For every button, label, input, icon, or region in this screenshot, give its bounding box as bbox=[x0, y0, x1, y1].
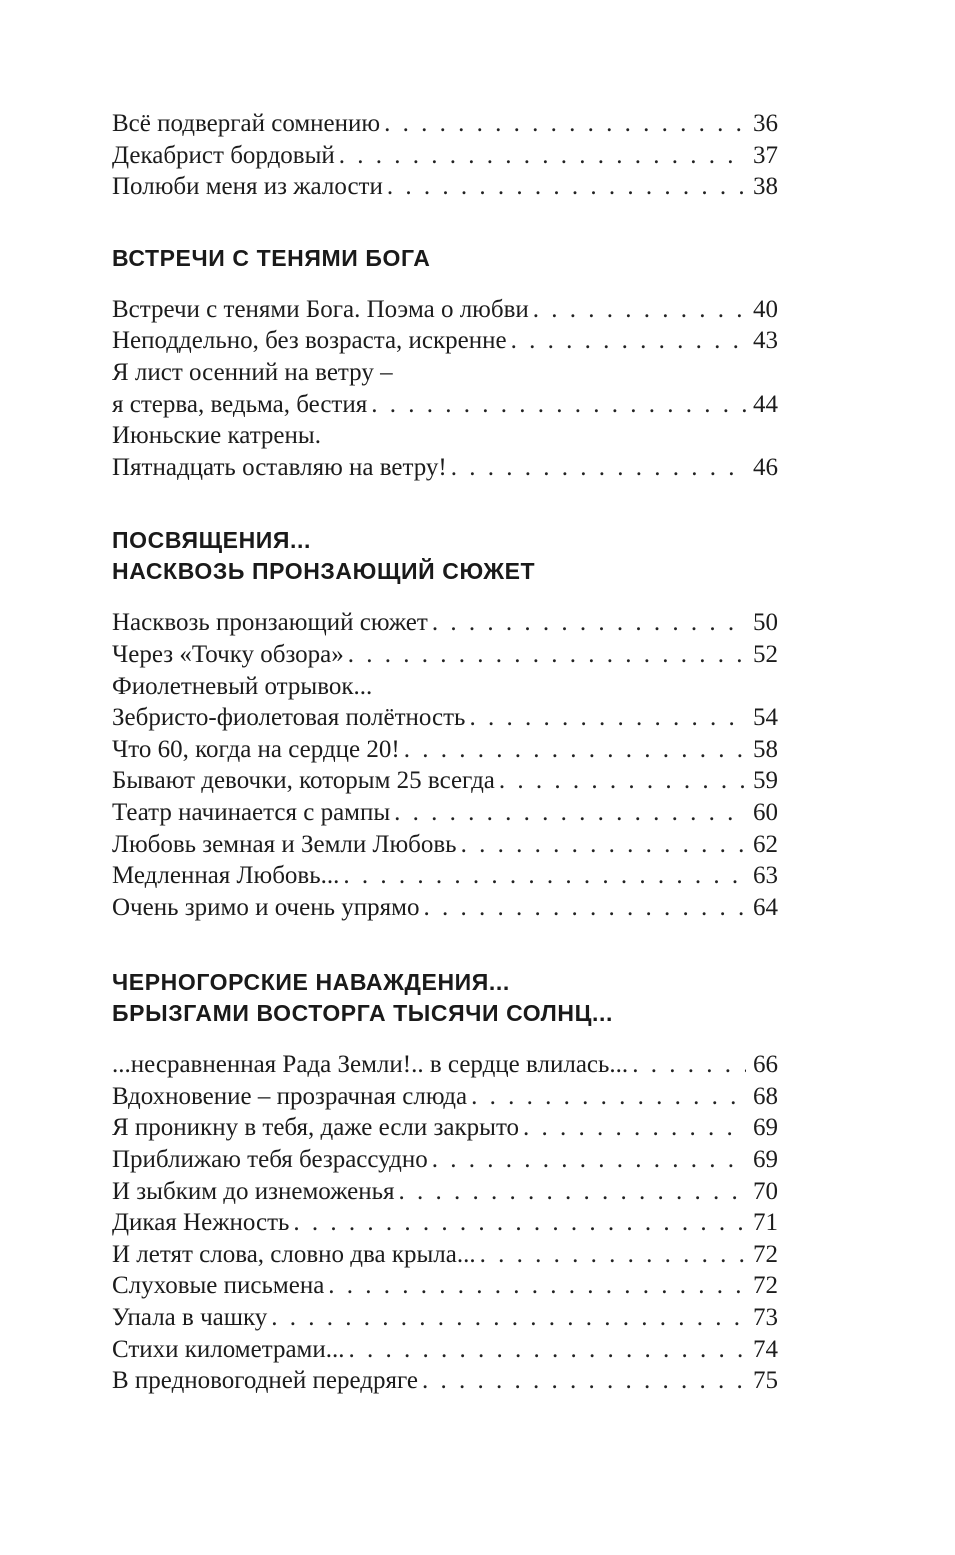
dot-leader bbox=[399, 1176, 746, 1208]
toc-entry-title: Очень зримо и очень упрямо bbox=[112, 893, 420, 921]
toc-entry-title: Приближаю тебя безрассудно bbox=[112, 1146, 428, 1174]
toc-entry[interactable] bbox=[112, 171, 778, 203]
toc-entry-row bbox=[112, 1239, 778, 1271]
toc-entry-title: В предновогодней передряге bbox=[112, 1367, 419, 1395]
toc-entry-title: Что 60, когда на сердце 20! bbox=[112, 735, 400, 763]
toc-entry-title: Насквозь пронзающий сюжет bbox=[112, 609, 428, 637]
toc-entry-page-number: 43 bbox=[753, 327, 778, 355]
toc-entry-row bbox=[112, 171, 778, 203]
dot-leader bbox=[349, 1334, 747, 1366]
toc-entry-row bbox=[112, 1270, 778, 1302]
toc-entry[interactable] bbox=[112, 860, 778, 892]
toc-entry-page-number: 73 bbox=[753, 1304, 778, 1332]
dot-leader bbox=[348, 639, 746, 671]
toc-entry-page-number: 36 bbox=[753, 110, 778, 137]
toc-entry-page-number: 70 bbox=[753, 1177, 778, 1205]
toc-entry[interactable] bbox=[112, 1302, 778, 1334]
toc-entry-row bbox=[112, 140, 778, 172]
dot-leader bbox=[384, 108, 746, 140]
toc-entry-row bbox=[112, 1049, 778, 1081]
dot-leader bbox=[328, 1270, 746, 1302]
dot-leader bbox=[451, 452, 746, 484]
toc-entry-title: Любовь земная и Земли Любовь bbox=[112, 830, 457, 858]
toc-entry-title: Встречи с тенями Бога. Поэма о любви bbox=[112, 295, 529, 323]
section-heading-line: БРЫЗГАМИ ВОСТОРГА ТЫСЯЧИ СОЛНЦ... bbox=[112, 1000, 614, 1027]
toc-entry-title: Театр начинается с рампы bbox=[112, 798, 391, 826]
dot-leader bbox=[387, 171, 746, 203]
toc-entry-page-number: 71 bbox=[753, 1209, 778, 1237]
section-heading-line: ЧЕРНОГОРСКИЕ НАВАЖДЕНИЯ... bbox=[112, 969, 510, 996]
toc-entry-row bbox=[112, 1365, 778, 1397]
toc-entry-title: И зыбким до изнеможенья bbox=[112, 1177, 395, 1205]
toc-entry-row bbox=[112, 797, 778, 829]
toc-entry[interactable] bbox=[112, 294, 778, 326]
section-heading bbox=[112, 967, 778, 1029]
toc-entry[interactable] bbox=[112, 108, 778, 140]
dot-leader bbox=[533, 294, 746, 326]
toc-entry-page-number: 50 bbox=[753, 609, 778, 637]
toc-entry-title: Всё подвергай сомнению bbox=[112, 110, 381, 137]
toc-section bbox=[112, 243, 778, 484]
section-gap bbox=[112, 923, 778, 967]
toc-entry-title: Декабрист бордовый bbox=[112, 141, 335, 169]
toc-entry-page-number: 37 bbox=[753, 141, 778, 169]
toc-entry-row bbox=[112, 607, 778, 639]
toc-entry-page-number: 59 bbox=[753, 767, 778, 795]
toc-entry-row bbox=[112, 860, 778, 892]
toc-section bbox=[112, 525, 778, 923]
toc-entry-row bbox=[112, 1176, 778, 1208]
toc-entry[interactable] bbox=[112, 140, 778, 172]
dot-leader bbox=[371, 389, 746, 421]
toc-entry-title: Стихи километрами... bbox=[112, 1335, 345, 1363]
dot-leader bbox=[469, 702, 746, 734]
section-heading-line: НАСКВОЗЬ ПРОНЗАЮЩИЙ СЮЖЕТ bbox=[112, 558, 536, 585]
toc-entry-title: Полюби меня из жалости bbox=[112, 173, 383, 201]
toc-entry-page-number: 66 bbox=[753, 1051, 778, 1079]
dot-leader bbox=[423, 892, 746, 924]
toc-entry-page-number: 58 bbox=[753, 735, 778, 763]
toc-entry-row bbox=[112, 829, 778, 861]
toc-entry[interactable] bbox=[112, 607, 778, 639]
toc-entry[interactable] bbox=[112, 765, 778, 797]
section-gap bbox=[112, 483, 778, 525]
toc-entry[interactable] bbox=[112, 1270, 778, 1302]
toc-entry[interactable] bbox=[112, 1334, 778, 1366]
toc-entry-row bbox=[112, 1302, 778, 1334]
toc-entry-row bbox=[112, 108, 778, 140]
toc-entry[interactable] bbox=[112, 1239, 778, 1271]
toc-entry[interactable] bbox=[112, 829, 778, 861]
toc-entry-row bbox=[112, 389, 778, 421]
toc-entry-page-number: 46 bbox=[753, 453, 778, 481]
toc-entry[interactable] bbox=[112, 734, 778, 766]
toc-entry-title: Неподдельно, без возраста, искренне bbox=[112, 327, 507, 355]
toc-entry-title: Я проникну в тебя, даже если закрыто bbox=[112, 1114, 520, 1142]
toc-entry[interactable] bbox=[112, 1144, 778, 1176]
toc-entry-row bbox=[112, 1112, 778, 1144]
toc-entry-page-number: 40 bbox=[753, 295, 778, 323]
toc-entry-row bbox=[112, 325, 778, 357]
dot-leader bbox=[432, 1144, 746, 1176]
dot-leader bbox=[432, 607, 746, 639]
toc-entry-page-number: 72 bbox=[753, 1240, 778, 1268]
table-of-contents bbox=[112, 108, 778, 1397]
dot-leader bbox=[632, 1049, 746, 1081]
toc-section bbox=[112, 108, 778, 203]
toc-entry-page-number: 60 bbox=[753, 798, 778, 826]
toc-entry[interactable] bbox=[112, 892, 778, 924]
dot-leader bbox=[511, 325, 746, 357]
dot-leader bbox=[271, 1302, 746, 1334]
toc-entry-page-number: 38 bbox=[753, 173, 778, 201]
toc-entry-page-number: 68 bbox=[753, 1082, 778, 1110]
toc-entry-title: Бывают девочки, которым 25 всегда bbox=[112, 767, 495, 795]
toc-entry-row bbox=[112, 734, 778, 766]
toc-section bbox=[112, 967, 778, 1397]
dot-leader bbox=[343, 860, 746, 892]
toc-entry-title: Упала в чашку bbox=[112, 1304, 268, 1332]
toc-entry-title: Зебристо-фиолетовая полётность bbox=[112, 704, 466, 732]
toc-entry-page-number: 62 bbox=[753, 830, 778, 858]
toc-entry-page-number: 54 bbox=[753, 704, 778, 732]
dot-leader bbox=[404, 734, 746, 766]
toc-entry[interactable] bbox=[112, 1081, 778, 1113]
dot-leader bbox=[394, 797, 746, 829]
toc-entry-title-first-line: Я лист осенний на ветру – bbox=[112, 358, 393, 386]
toc-entry-row bbox=[112, 1207, 778, 1239]
dot-leader bbox=[339, 140, 746, 172]
dot-leader bbox=[461, 829, 746, 861]
toc-entry-title: Через «Точку обзора» bbox=[112, 640, 344, 668]
toc-entry[interactable] bbox=[112, 1207, 778, 1239]
toc-entry-title: я стерва, ведьма, бестия bbox=[112, 390, 368, 418]
toc-entry-page-number: 63 bbox=[753, 862, 778, 890]
dot-leader bbox=[293, 1207, 746, 1239]
toc-entry[interactable] bbox=[112, 1112, 778, 1144]
toc-entry-title: ...несравненная Рада Земли!.. в сердце влилась... bbox=[112, 1051, 629, 1079]
toc-entry-title-first-line: Июньские катрены. bbox=[112, 422, 321, 450]
dot-leader bbox=[422, 1365, 746, 1397]
toc-entry-row bbox=[112, 765, 778, 797]
section-heading-line: ВСТРЕЧИ С ТЕНЯМИ БОГА bbox=[112, 244, 431, 271]
toc-entry-title: Пятнадцать оставляю на ветру! bbox=[112, 453, 447, 481]
toc-entry[interactable] bbox=[112, 671, 778, 734]
toc-entry-page-number: 64 bbox=[753, 893, 778, 921]
dot-leader bbox=[480, 1239, 746, 1271]
toc-entry-row bbox=[112, 1334, 778, 1366]
toc-entry-title: Вдохновение – прозрачная слюда bbox=[112, 1082, 468, 1110]
toc-entry-page-number: 75 bbox=[753, 1367, 778, 1395]
toc-entry-row bbox=[112, 1144, 778, 1176]
section-gap bbox=[112, 203, 778, 243]
toc-entry-title: И летят слова, словно два крыла... bbox=[112, 1240, 476, 1268]
section-heading-line: ПОСВЯЩЕНИЯ... bbox=[112, 527, 312, 554]
toc-entry-page-number: 74 bbox=[753, 1335, 778, 1363]
toc-entry-page-number: 52 bbox=[753, 640, 778, 668]
toc-entry-title: Дикая Нежность bbox=[112, 1209, 290, 1237]
toc-entry-title: Слуховые письмена bbox=[112, 1272, 325, 1300]
toc-entry-row bbox=[112, 892, 778, 924]
toc-entry-page-number: 69 bbox=[753, 1146, 778, 1174]
toc-entry-row bbox=[112, 294, 778, 326]
toc-entry-title-first-line: Фиолетневый отрывок... bbox=[112, 672, 373, 700]
toc-entry[interactable] bbox=[112, 639, 778, 671]
toc-entry-row bbox=[112, 639, 778, 671]
toc-entry-title: Медленная Любовь... bbox=[112, 862, 340, 890]
section-heading bbox=[112, 243, 778, 274]
toc-entry[interactable] bbox=[112, 797, 778, 829]
toc-entry[interactable] bbox=[112, 420, 778, 483]
toc-entry-row bbox=[112, 702, 778, 734]
toc-entry[interactable] bbox=[112, 1176, 778, 1208]
toc-entry-page-number: 72 bbox=[753, 1272, 778, 1300]
section-heading bbox=[112, 525, 778, 587]
toc-entry[interactable] bbox=[112, 325, 778, 357]
toc-entry[interactable] bbox=[112, 357, 778, 420]
toc-entry-row bbox=[112, 1081, 778, 1113]
toc-entry-page-number: 44 bbox=[753, 390, 778, 418]
toc-entry-row bbox=[112, 452, 778, 484]
dot-leader bbox=[499, 765, 746, 797]
dot-leader bbox=[523, 1112, 746, 1144]
toc-entry[interactable] bbox=[112, 1049, 778, 1081]
toc-entry[interactable] bbox=[112, 1365, 778, 1397]
dot-leader bbox=[471, 1081, 746, 1113]
toc-entry-page-number: 69 bbox=[753, 1114, 778, 1142]
